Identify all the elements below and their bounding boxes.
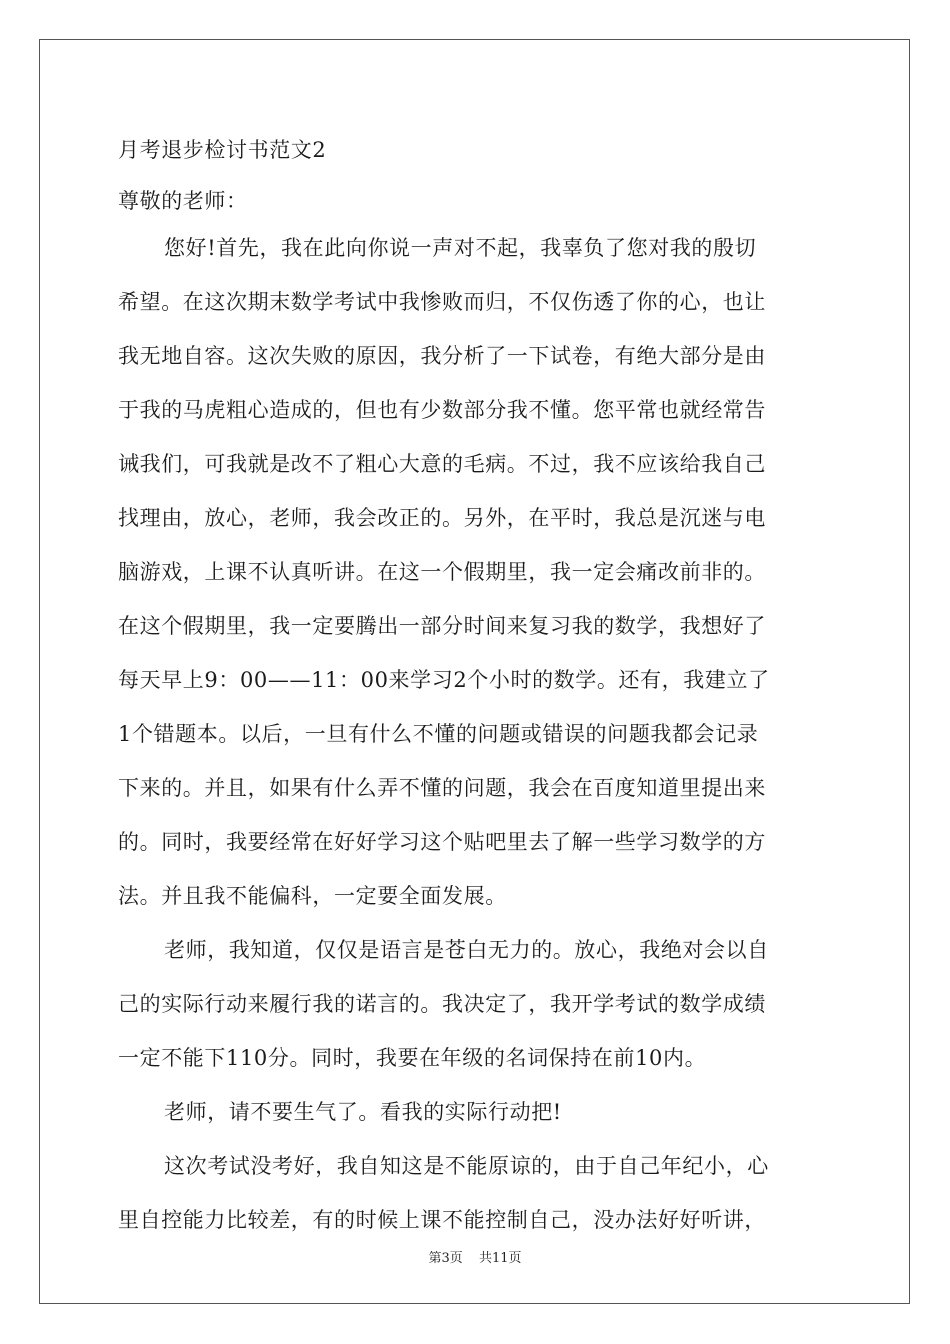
paragraph-line: 您好!首先，我在此向你说一声对不起，我辜负了您对我的殷切 bbox=[164, 236, 757, 260]
paragraph-line: 1个错题本。以后，一旦有什么不懂的问题或错误的问题我都会记录 bbox=[118, 722, 759, 746]
paragraph-line: 这次考试没考好，我自知这是不能原谅的，由于自己年纪小，心 bbox=[164, 1154, 769, 1178]
paragraph-line: 老师，我知道，仅仅是语言是苍白无力的。放心，我绝对会以自 bbox=[164, 938, 769, 962]
paragraph-line: 每天早上9：00——11：00来学习2个小时的数学。还有，我建立了 bbox=[118, 668, 770, 692]
paragraph-line: 法。并且我不能偏科，一定要全面发展。 bbox=[118, 884, 507, 908]
paragraph-line: 我无地自容。这次失败的原因，我分析了一下试卷，有绝大部分是由 bbox=[118, 344, 766, 368]
salutation: 尊敬的老师： bbox=[118, 189, 248, 213]
paragraph-line: 老师，请不要生气了。看我的实际行动把! bbox=[164, 1100, 562, 1124]
page-total: 共11页 bbox=[478, 1251, 522, 1266]
paragraph-line: 希望。在这次期末数学考试中我惨败而归，不仅伤透了你的心，也让 bbox=[118, 290, 766, 314]
paragraph-line: 一定不能下110分。同时，我要在年级的名词保持在前10内。 bbox=[118, 1046, 707, 1070]
paragraph-line: 里自控能力比较差，有的时候上课不能控制自己，没办法好好听讲， bbox=[118, 1208, 766, 1232]
document-title: 月考退步检讨书范文2 bbox=[118, 138, 327, 162]
page-footer bbox=[0, 1247, 950, 1266]
paragraph-line: 在这个假期里，我一定要腾出一部分时间来复习我的数学，我想好了 bbox=[118, 614, 766, 638]
paragraph-line: 找理由，放心，老师，我会改正的。另外，在平时，我总是沉迷与电 bbox=[118, 506, 766, 530]
paragraph-line: 于我的马虎粗心造成的，但也有少数部分我不懂。您平常也就经常告 bbox=[118, 398, 766, 422]
paragraph-line: 的。同时，我要经常在好好学习这个贴吧里去了解一些学习数学的方 bbox=[118, 830, 766, 854]
paragraph-line: 下来的。并且，如果有什么弄不懂的问题，我会在百度知道里提出来 bbox=[118, 776, 766, 800]
paragraph-line: 脑游戏，上课不认真听讲。在这一个假期里，我一定会痛改前非的。 bbox=[118, 560, 766, 584]
paragraph-line: 己的实际行动来履行我的诺言的。我决定了，我开学考试的数学成绩 bbox=[118, 992, 766, 1016]
paragraph-line: 诫我们，可我就是改不了粗心大意的毛病。不过，我不应该给我自己 bbox=[118, 452, 766, 476]
page-number: 第3页 bbox=[428, 1251, 463, 1266]
